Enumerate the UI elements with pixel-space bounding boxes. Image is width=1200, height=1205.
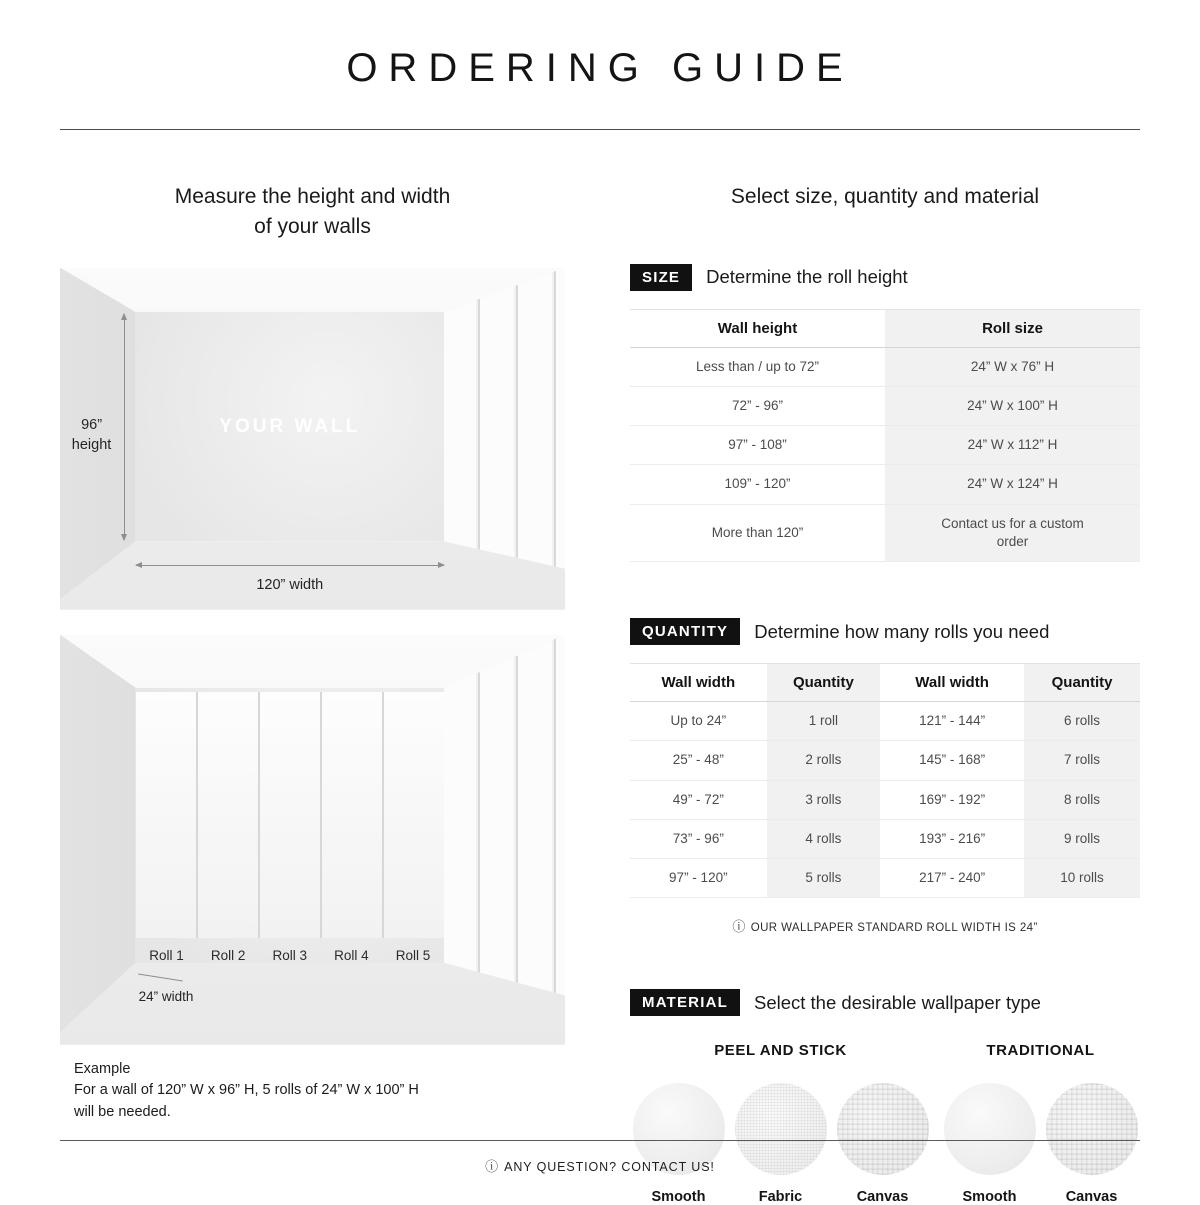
table-cell: 4 rolls xyxy=(767,820,880,859)
roll-panel xyxy=(384,692,444,938)
roll-layout-illustration xyxy=(60,635,565,1045)
roll-label: Roll 3 xyxy=(272,948,308,964)
swatch-label: Canvas xyxy=(1065,1189,1118,1205)
table-cell: 72” - 96” xyxy=(630,387,885,426)
roll-labels-row xyxy=(136,948,444,963)
quantity-section xyxy=(630,618,1140,935)
table-cell: 5 rolls xyxy=(767,859,880,898)
table-cell: 24” W x 112” H xyxy=(885,426,1140,465)
swatch-label: Fabric xyxy=(758,1189,803,1205)
info-icon: ⓘ xyxy=(732,919,746,935)
measure-heading-line1: Measure the height and width xyxy=(174,185,451,208)
example-line1: For a wall of 120” W x 96” H, 5 rolls of 24” W x 100” H xyxy=(74,1082,419,1099)
size-subtitle: Determine the roll height xyxy=(706,266,908,288)
table-cell: 8 rolls xyxy=(1024,781,1140,820)
page-title: ORDERING GUIDE xyxy=(346,46,854,90)
wall-width-label: 120” width xyxy=(256,577,324,594)
table-cell: 217” - 240” xyxy=(880,859,1024,898)
wall-height-value: 96” xyxy=(81,417,103,434)
swatch-label: Smooth xyxy=(651,1189,706,1205)
table-cell: 2 rolls xyxy=(767,741,880,780)
qty-header-quantity-2: Quantity xyxy=(1024,664,1140,702)
note-text: OUR WALLPAPER STANDARD ROLL WIDTH IS 24” xyxy=(750,922,1038,935)
select-column xyxy=(630,182,1140,1205)
info-icon: ⓘ xyxy=(485,1159,500,1174)
table-cell: 24” W x 76” H xyxy=(885,348,1140,387)
standard-roll-width-note xyxy=(630,916,1140,935)
roll-label: Roll 4 xyxy=(334,948,369,964)
your-wall-label: YOUR WALL xyxy=(219,415,361,437)
table-cell: 24” W x 100” H xyxy=(885,387,1140,426)
table-cell: 121” - 144” xyxy=(880,702,1024,741)
page-header xyxy=(0,0,1200,130)
size-header-wall-height: Wall height xyxy=(630,310,885,348)
table-cell: 169” - 192” xyxy=(880,781,1024,820)
example-line2: will be needed. xyxy=(74,1104,171,1121)
roll-panel xyxy=(198,692,258,938)
table-cell: 109” - 120” xyxy=(630,465,885,504)
footer-contact-note xyxy=(0,1156,1200,1175)
size-badge: SIZE xyxy=(630,264,692,291)
quantity-subtitle: Determine how many rolls you need xyxy=(754,620,1050,642)
table-cell: 7 rolls xyxy=(1024,741,1140,780)
table-cell: 1 roll xyxy=(767,702,880,741)
roll-panel xyxy=(322,692,382,938)
table-cell: 25” - 48” xyxy=(630,741,767,780)
material-badge: MATERIAL xyxy=(630,989,740,1016)
height-dimension-line xyxy=(124,314,125,540)
quantity-badge: QUANTITY xyxy=(630,618,740,645)
material-subtitle: Select the desirable wallpaper type xyxy=(753,991,1041,1013)
qty-header-wall-width-2: Wall width xyxy=(880,664,1024,702)
material-option-canvas xyxy=(834,1083,931,1205)
footer-divider xyxy=(60,1140,1140,1141)
width-dimension-line xyxy=(136,565,444,566)
table-cell: 6 rolls xyxy=(1024,702,1140,741)
material-option-smooth xyxy=(630,1083,727,1205)
measure-heading xyxy=(60,182,565,242)
table-cell: More than 120” xyxy=(630,505,885,562)
table-cell: 97” - 120” xyxy=(630,859,767,898)
table-cell: 49” - 72” xyxy=(630,781,767,820)
material-group-peel-and-stick xyxy=(630,1042,931,1205)
roll-label: Roll 5 xyxy=(395,948,431,964)
material-option-fabric xyxy=(732,1083,829,1205)
size-table xyxy=(630,309,1140,562)
material-option-canvas xyxy=(1043,1083,1140,1205)
table-cell: 24” W x 124” H xyxy=(885,465,1140,504)
table-cell: 3 rolls xyxy=(767,781,880,820)
your-wall-surface xyxy=(136,312,444,541)
swatch-label: Smooth xyxy=(962,1189,1017,1205)
wall-height-word: height xyxy=(71,436,112,453)
roll-label: Roll 2 xyxy=(210,948,246,964)
table-cell: 145” - 168” xyxy=(880,741,1024,780)
table-cell: Less than / up to 72” xyxy=(630,348,885,387)
select-heading: Select size, quantity and material xyxy=(730,185,1040,208)
material-option-smooth xyxy=(941,1083,1038,1205)
roll-width-label: 24” width xyxy=(138,989,194,1005)
wall-measurement-illustration xyxy=(60,268,565,610)
qty-header-wall-width-1: Wall width xyxy=(630,664,767,702)
table-cell: Up to 24” xyxy=(630,702,767,741)
example-title: Example xyxy=(74,1060,131,1077)
measure-heading-line2: of your walls xyxy=(254,214,371,238)
qty-header-quantity-1: Quantity xyxy=(767,664,880,702)
peel-and-stick-title: PEEL AND STICK xyxy=(714,1042,847,1060)
wall-height-label xyxy=(63,416,121,455)
roll-panel xyxy=(260,692,320,938)
size-section xyxy=(630,264,1140,562)
size-header-roll-size: Roll size xyxy=(885,310,1140,348)
traditional-title: TRADITIONAL xyxy=(986,1042,1095,1060)
material-group-traditional xyxy=(941,1042,1140,1205)
example-block xyxy=(60,1059,565,1124)
table-cell: 193” - 216” xyxy=(880,820,1024,859)
table-cell: 97” - 108” xyxy=(630,426,885,465)
table-cell: Contact us for a custom order xyxy=(885,505,1140,562)
roll-panel xyxy=(136,692,196,938)
table-cell: 9 rolls xyxy=(1024,820,1140,859)
table-cell: 73” - 96” xyxy=(630,820,767,859)
table-cell: 10 rolls xyxy=(1024,859,1140,898)
footer-note-text: ANY QUESTION? CONTACT US! xyxy=(504,1160,715,1174)
header-divider xyxy=(60,129,1140,130)
measure-column xyxy=(60,182,565,1205)
quantity-table xyxy=(630,663,1140,898)
wallpaper-roll-panels xyxy=(136,692,444,938)
roll-label: Roll 1 xyxy=(149,948,184,964)
swatch-label: Canvas xyxy=(856,1189,909,1205)
